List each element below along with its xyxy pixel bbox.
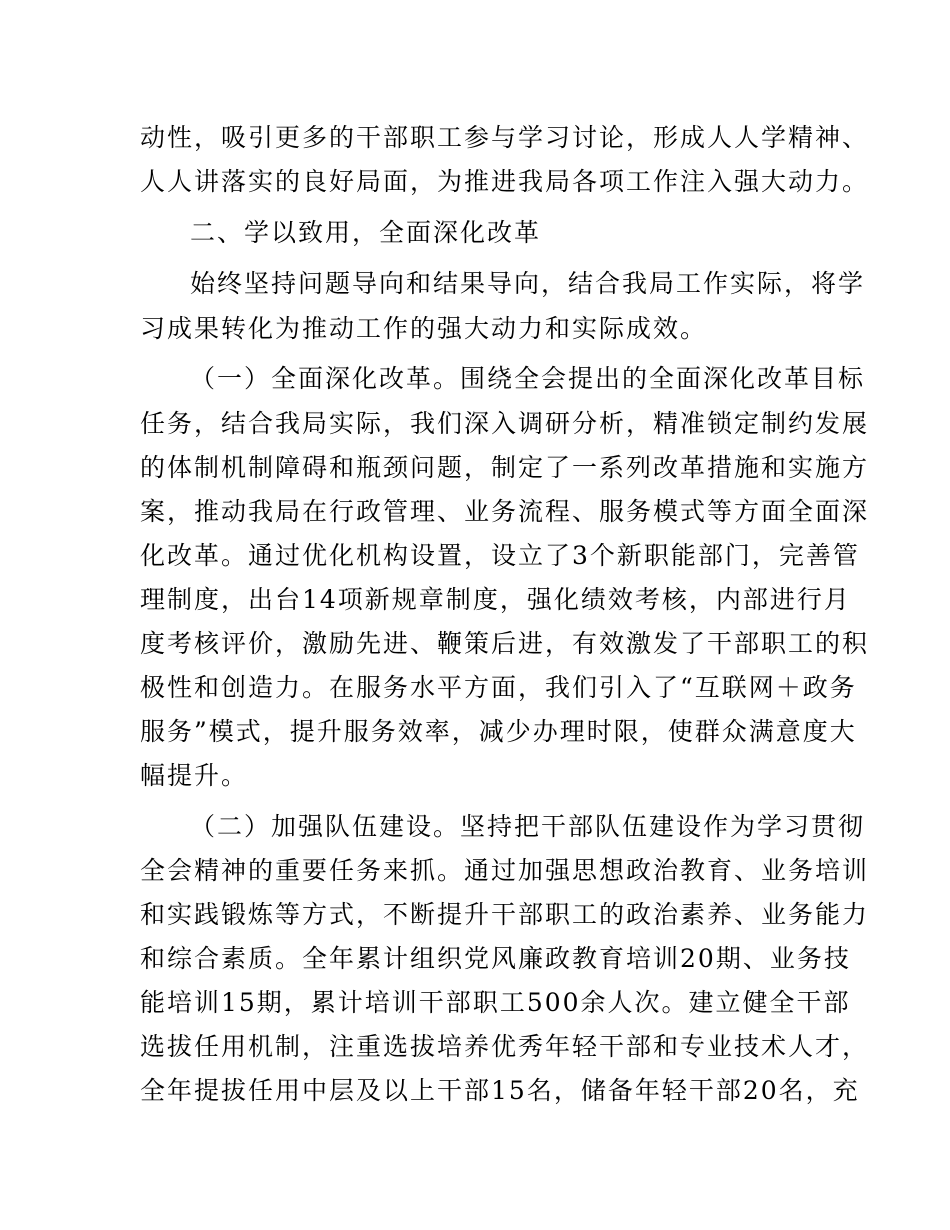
paragraph-line: 习成果转化为推动工作的强大动力和实际成效。 bbox=[140, 314, 708, 343]
paragraph-line: 全年提拔任用中层及以上干部15名，储备年轻干部20名，充 bbox=[140, 1076, 860, 1105]
paragraph-line: 动性，吸引更多的干部职工参与学习讨论，形成人人学精神、 bbox=[140, 123, 870, 152]
paragraph-line: 人人讲落实的良好局面，为推进我局各项工作注入强大动力。 bbox=[140, 167, 870, 196]
paragraph-line: 的体制机制障碍和瓶颈问题，制定了一系列改革措施和实施方 bbox=[140, 453, 870, 482]
paragraph-line: 和实践锻炼等方式，不断提升干部职工的政治素养、业务能力 bbox=[140, 900, 870, 929]
paragraph-line: 服务”模式，提升服务效率，减少办理时限，使群众满意度大 bbox=[140, 717, 857, 746]
paragraph-line: 始终坚持问题导向和结果导向，结合我局工作实际，将学 bbox=[190, 269, 866, 298]
paragraph-line: 案，推动我局在行政管理、业务流程、服务模式等方面全面深 bbox=[140, 497, 870, 526]
paragraph-line: 任务，结合我局实际，我们深入调研分析，精准锁定制约发展 bbox=[140, 409, 870, 438]
subsection-heading-line: （二）加强队伍建设。坚持把干部队伍建设作为学习贯彻 bbox=[190, 812, 866, 841]
paragraph-line: 幅提升。 bbox=[140, 761, 249, 790]
paragraph-line: 选拔任用机制，注重选拔培养优秀年轻干部和专业技术人才， bbox=[140, 1032, 870, 1061]
paragraph-line: 理制度，出台14项新规章制度，强化绩效考核，内部进行月 bbox=[140, 585, 851, 614]
paragraph-line: 度考核评价，激励先进、鞭策后进，有效激发了干部职工的积 bbox=[140, 629, 870, 658]
paragraph-line: 能培训15期，累计培训干部职工500余人次。建立健全干部 bbox=[140, 988, 851, 1017]
paragraph-line: 全会精神的重要任务来抓。通过加强思想政治教育、业务培训 bbox=[140, 856, 870, 885]
paragraph-line: 和综合素质。全年累计组织党风廉政教育培训20期、业务技 bbox=[140, 944, 851, 973]
subsection-heading-line: （一）全面深化改革。围绕全会提出的全面深化改革目标 bbox=[190, 364, 866, 393]
paragraph-line: 极性和创造力。在服务水平方面，我们引入了“互联网＋政务 bbox=[140, 673, 857, 702]
paragraph-line: 化改革。通过优化机构设置，设立了3个新职能部门，完善管 bbox=[140, 541, 860, 570]
section-heading: 二、学以致用，全面深化改革 bbox=[190, 218, 542, 247]
